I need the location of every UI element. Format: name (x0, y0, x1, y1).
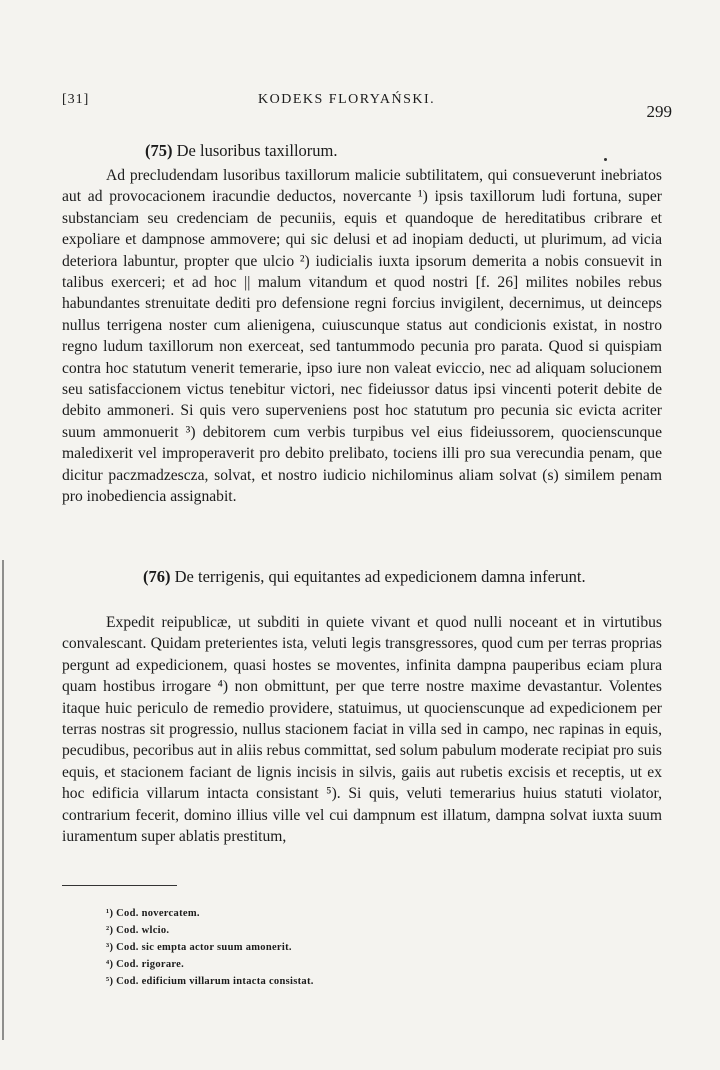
section-76-text: Expedit reipublicæ, ut subditi in quiete vivant et quod nulli noceant et in virtutibus convalescant. Quidam preterientes ista, veluti legis transgressores, quod cum per terras proprias pergunt ad expedicionem, quasi hostes se moventes, infinita dampna pauperibus eciam plura quam hostibus irrogare ⁴) non obmittunt, per que terre nostre maxime devastantur. Volentes itaque huic periculo de remedio providere, statuimus, ut quocienscunque ad expedicionem per terras nostras sit progressio, nullus stacionem faciat in villa sed in campo, nec rapinas in equis, pecudibus, pecoribus aut in aliis rebus committat, sed solum pabulum moderate recipiat pro suis equis, et stacionem faciant de lignis incisis in silvis, gaiis aut rubetis excisis et receptis, ut ex hoc edificia villarum intacta consistant ⁵). Si quis, veluti temerarius huius statuti violator, contrarium fecerit, domino illius ville vel cui dampnum est illatum, dampna solvat iuxta suum iuramentum super ablatis prestitum, (62, 614, 662, 846)
page-edge-shadow (2, 560, 4, 1040)
section-76-body (62, 612, 662, 847)
section-76-heading (88, 566, 658, 588)
section-75-body (62, 165, 662, 508)
section-75-title: De lusoribus taxillorum. (172, 141, 338, 160)
footnote-2: ²) Cod. wlcio. (106, 925, 170, 936)
footnote-4: ⁴) Cod. rigorare. (106, 959, 185, 970)
section-75-text: Ad precludendam lusoribus taxillorum malicie subtilitatem, qui consueverunt inebriatos aut ad provocacionem iracundie deductos, novercante ¹) ipsis taxillorum ludi fortuna, super substanciam seu credenciam de pecuniis, equis et quandoque de hereditatibus cribrare et expoliare et dampnose ammovere; qui sic delusi et ad inopiam deducti, ut plurimum, ad vicia deteriora labuntur, propter que ulcio ²) iudicialis iuxta ipsorum demerita a nobis consuevit in talibus exerceri; et ad hoc || malum vitandum et quod nostri [f. 26] milites nobiles rebus habundantes strenuitate dediti pro defensione regni forcius invigilent, decernimus, ut deinceps nullus terrigena noster cum alienigena, cuiuscunque status aut condicionis existat, in nostro regno ludum taxillorum non exerceat, sed tantummodo pecunia pro parata. Quod si quispiam contra hoc statutum venerit temerarie, ipso iure non valeat eviccio, nec ad aliquam solucionem seu satisfaccionem victus tenebitur victori, nec fideiussor datus ipsi vincenti poterit debite de debito ammoneri. Si quis vero superveniens post hoc statutum pro pecunia sic evicta acriter suum ammonuerit ³) debitorem cum verbis turpibus vel eius fideiussorem, quocienscunque maledixerit vel improperaverit pro debito prelibato, tociens illi pro sua verecundia penam, que dicitur paczmadzescza, solvat, et nostro iudicio nichilominus aliam solvat (s) similem penam pro inobediencia assignabit. (62, 167, 662, 506)
page-number: 299 (646, 102, 672, 121)
section-75-heading (145, 141, 337, 161)
section-76-number: (76) (143, 567, 171, 586)
section-75-number: (75) (145, 141, 173, 160)
ink-dot (604, 158, 607, 161)
footnote-5: ⁵) Cod. edificium villarum intacta consistat. (106, 976, 314, 987)
header-folio: [31] (62, 92, 90, 107)
section-76-title: De terrigenis, qui equitantes ad expedicionem damna inferunt. (170, 567, 586, 586)
footnote-rule (62, 885, 177, 886)
header-title: KODEKS FLORYAŃSKI. (258, 92, 436, 107)
footnote-3: ³) Cod. sic empta actor suum amonerit. (106, 942, 292, 953)
footnote-1: ¹) Cod. novercatem. (106, 908, 200, 919)
footnotes (106, 905, 314, 990)
running-header (62, 90, 672, 120)
